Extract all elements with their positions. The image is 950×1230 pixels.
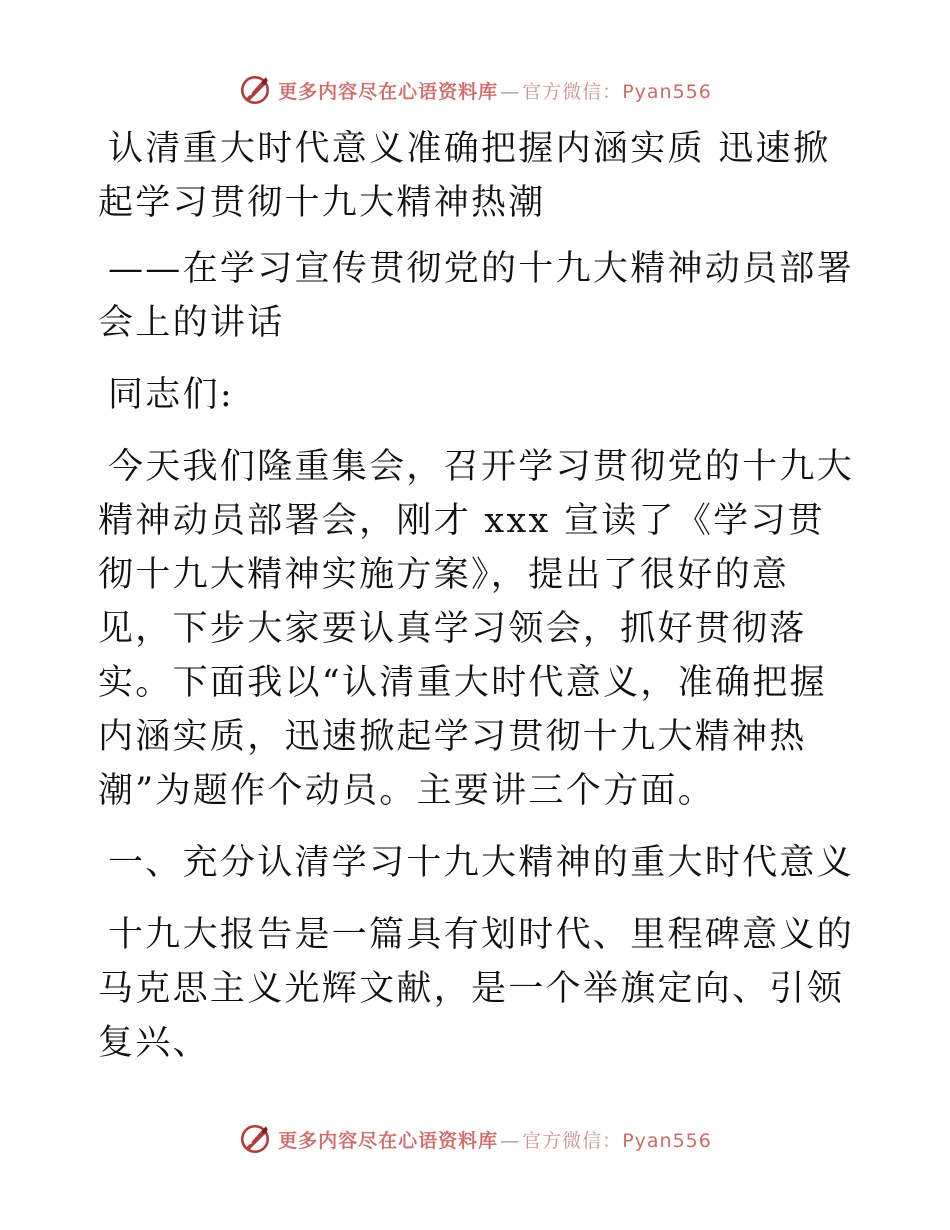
document-subtitle: ——在学习宣传贯彻党的十九大精神动员部署会上的讲话 xyxy=(98,249,855,343)
document-title: 认清重大时代意义准确把握内涵实质 迅速掀起学习贯彻十九大精神热潮 xyxy=(98,129,831,223)
header-watermark xyxy=(0,70,950,110)
pen-circle-logo-icon xyxy=(238,1122,272,1156)
footer-watermark xyxy=(0,1119,950,1159)
section-paragraph-1: 十九大报告是一篇具有划时代、里程碑意义的马克思主义光辉文献，是一个举旗定向、引领复兴、 xyxy=(98,915,855,1063)
salutation: 同志们: xyxy=(108,375,234,415)
pen-circle-logo-icon xyxy=(238,73,272,107)
watermark-text: 更多内容尽在心语资料库 — 官方微信：Pyan556 xyxy=(278,80,712,103)
document-body xyxy=(98,122,858,1070)
watermark-text: 更多内容尽在心语资料库 — 官方微信：Pyan556 xyxy=(278,1129,712,1152)
intro-paragraph: 今天我们隆重集会，召开学习贯彻党的十九大精神动员部署会，刚才 xxx 宣读了《学习贯彻十九大精神实施方案》，提出了很好的意见，下步大家要认真学习领会，抓好贯彻落实。下面我以“认清重大时代意义，准确把握内涵实质，迅速掀起学习贯彻十九大精神热潮”为题作个动员。主要讲三个方面。 xyxy=(98,447,855,811)
section-heading-1: 一、充分认清学习十九大精神的重大时代意义 xyxy=(108,843,855,883)
